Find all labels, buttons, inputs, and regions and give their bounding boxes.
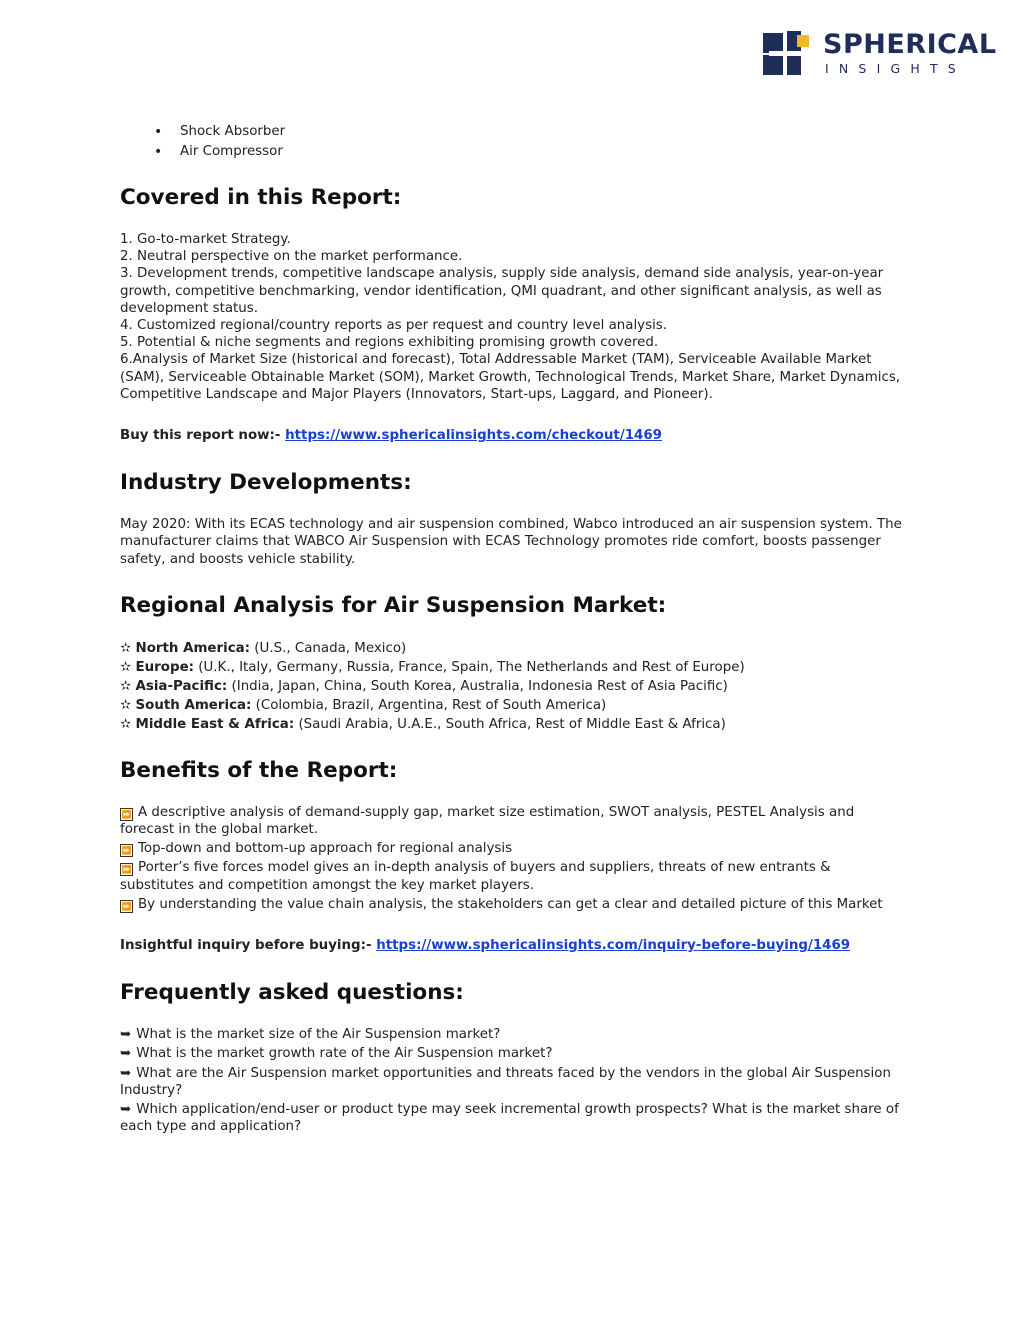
benefits-list xyxy=(120,804,905,913)
region-name: Asia-Pacific: xyxy=(135,678,228,694)
list-item: ➥ What are the Air Suspension market opportunities and threats faced by the vendors in the global Air Suspension Industry? xyxy=(120,1065,891,1098)
list-item xyxy=(120,715,905,734)
list-item: 1. Go-to-market Strategy. xyxy=(120,232,291,247)
region-name: Middle East & Africa: xyxy=(135,716,295,732)
covered-heading: Covered in this Report: xyxy=(120,185,402,210)
list-item xyxy=(120,658,905,677)
fast-forward-icon: ⏩ xyxy=(121,809,132,819)
curved-arrow-icon: ➥ xyxy=(120,1027,132,1043)
list-item: ➥ Which application/end-user or product type may seek incremental growth prospects? What is the market share of each type and application? xyxy=(120,1102,899,1135)
list-item: 3. Development trends, competitive landscape analysis, supply side analysis, demand side analysis, year-on-year growth, competitive benchmarking, vendor identification, QMI quadrant, and other significant analysis, as well as development status. xyxy=(120,266,884,316)
list-item: ⏩ A descriptive analysis of demand-supply gap, market size estimation, SWOT analysis, PESTEL Analysis and forecast in the global market. xyxy=(120,804,855,838)
star-icon: ✫ xyxy=(120,716,132,732)
list-item: ⏩ By understanding the value chain analysis, the stakeholders can get a clear and detailed picture of this Market xyxy=(121,896,883,912)
star-icon: ✫ xyxy=(120,640,132,656)
list-item xyxy=(120,696,905,715)
star-icon: ✫ xyxy=(120,659,132,675)
covered-list xyxy=(120,231,905,403)
list-item: ➥ What is the market growth rate of the Air Suspension market? xyxy=(120,1046,553,1062)
inquiry-label: Insightful inquiry before buying:- xyxy=(120,938,377,954)
list-item: • Air Compressor xyxy=(180,142,905,162)
document-body xyxy=(120,122,905,1135)
list-item: 5. Potential & niche segments and regions exhibiting promising growth covered. xyxy=(120,335,659,351)
region-name: Europe: xyxy=(135,659,195,675)
faq-list xyxy=(120,1026,905,1135)
region-detail: (U.K., Italy, Germany, Russia, France, Spain, The Netherlands and Rest of Europe) xyxy=(194,659,745,675)
buy-report-line xyxy=(120,427,905,444)
star-icon: ✫ xyxy=(120,697,132,713)
list-item: ➥ What is the market size of the Air Suspension market? xyxy=(120,1027,501,1043)
logo-mark-icon xyxy=(763,31,811,77)
list-item: 4. Customized regional/country reports as per request and country level analysis. xyxy=(120,318,668,334)
list-item xyxy=(120,677,905,696)
curved-arrow-icon: ➥ xyxy=(120,1046,132,1062)
fast-forward-icon: ⏩ xyxy=(121,865,132,875)
faq-heading: Frequently asked questions: xyxy=(120,980,464,1006)
benefits-heading: Benefits of the Report: xyxy=(120,757,398,783)
fast-forward-icon: ⏩ xyxy=(121,901,132,911)
region-detail: (Saudi Arabia, U.A.E., South Africa, Rest of Middle East & Africa) xyxy=(294,716,726,732)
list-item: ⏩ Porter’s five forces model gives an in-depth analysis of buyers and suppliers, threats of new entrants & substitutes and competition amongst the key market players. xyxy=(120,860,831,893)
region-name: North America: xyxy=(135,640,251,656)
checkout-link[interactable]: https://www.sphericalinsights.com/checkout/1469 xyxy=(285,428,662,444)
buy-label: Buy this report now:- xyxy=(120,428,286,444)
fast-forward-icon: ⏩ xyxy=(121,846,132,856)
region-detail: (India, Japan, China, South Korea, Australia, Indonesia Rest of Asia Pacific) xyxy=(227,678,728,694)
logo-subtitle: INSIGHTS xyxy=(825,61,966,76)
spherical-insights-logo xyxy=(763,29,997,77)
inquiry-link[interactable]: https://www.sphericalinsights.com/inquiry-before-buying/1469 xyxy=(376,938,851,954)
regional-heading: Regional Analysis for Air Suspension Market: xyxy=(120,592,667,618)
curved-arrow-icon: ➥ xyxy=(120,1065,132,1081)
region-detail: (U.S., Canada, Mexico) xyxy=(250,640,407,656)
logo-wordmark: SPHERICAL xyxy=(823,29,997,60)
regional-list xyxy=(120,639,905,734)
curved-arrow-icon: ➥ xyxy=(120,1102,132,1118)
list-item: 6.Analysis of Market Size (historical and forecast), Total Addressable Market (TAM), Serviceable Available Market (SAM), Serviceable Obtainable Market (SOM), Market Growth, Technological Trends, Market Share, Market Dynamics, Competitive Landscape and Major Players (Innovators, Start-ups, Laggard, and Pioneer). xyxy=(120,352,901,402)
region-detail: (Colombia, Brazil, Argentina, Rest of South America) xyxy=(251,697,607,713)
star-icon: ✫ xyxy=(120,678,132,694)
list-item: • Shock Absorber xyxy=(180,122,905,142)
product-type-list xyxy=(120,122,905,162)
list-item: ⏩ Top-down and bottom-up approach for regional analysis xyxy=(121,841,513,857)
list-item xyxy=(120,639,905,658)
region-name: South America: xyxy=(135,697,252,713)
industry-text: May 2020: With its ECAS technology and air suspension combined, Wabco introduced an air suspension system. The manufacturer claims that WABCO Air Suspension with ECAS Technology promotes ride comfort, boosts passenger safety, and boosts vehicle stability. xyxy=(120,517,902,567)
list-item: 2. Neutral perspective on the market performance. xyxy=(120,249,463,265)
industry-heading: Industry Developments: xyxy=(120,470,412,496)
inquiry-line xyxy=(120,937,905,954)
